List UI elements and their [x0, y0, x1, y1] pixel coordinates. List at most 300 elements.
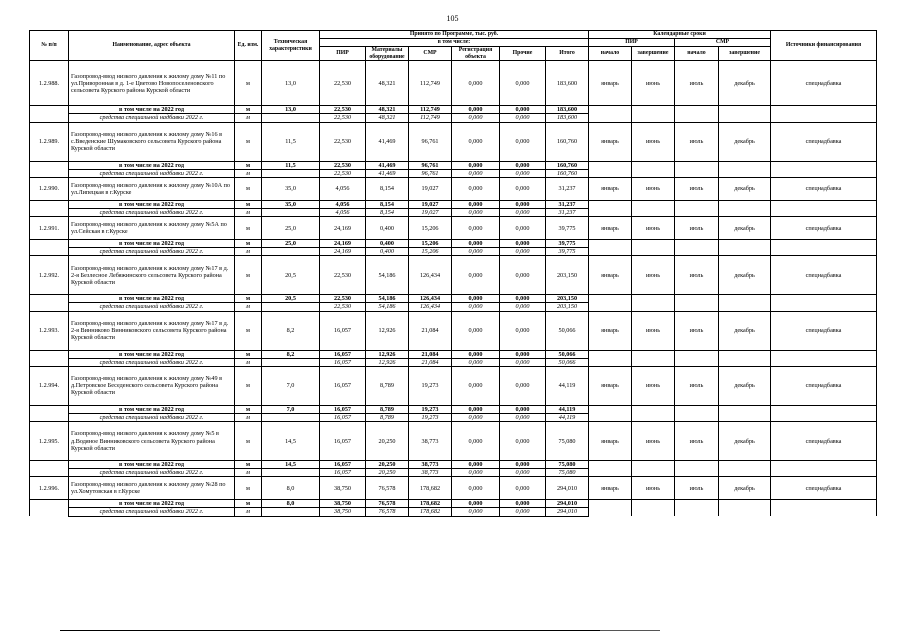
- special-surcharge-label: средства специальной надбавки 2022 г.: [69, 508, 235, 516]
- materials-value: 8,154: [366, 200, 409, 208]
- empty-cell: [632, 295, 675, 303]
- other-value: 0,000: [500, 217, 546, 240]
- table-row: [30, 366, 877, 405]
- unit: м: [235, 200, 262, 208]
- unit: м: [235, 114, 262, 122]
- unit: м: [235, 303, 262, 311]
- smr-value: 38,773: [409, 469, 452, 477]
- smr-value: 112,749: [409, 114, 452, 122]
- tech-characteristic: 20,5: [262, 295, 320, 303]
- empty-cell: [30, 469, 69, 477]
- header-sources: Источники финансирования: [771, 31, 877, 61]
- registration-value: 0,000: [452, 405, 500, 413]
- header-pir-end: завершение: [632, 47, 675, 61]
- pir-start: январь: [589, 217, 632, 240]
- year-total-row: [30, 161, 877, 169]
- tech-characteristic: [262, 208, 320, 216]
- materials-value: 76,578: [366, 508, 409, 516]
- empty-cell: [719, 208, 771, 216]
- tech-characteristic: 25,0: [262, 240, 320, 248]
- empty-cell: [675, 169, 719, 177]
- total-value: 160,760: [546, 169, 589, 177]
- empty-cell: [632, 350, 675, 358]
- tech-characteristic: 35,0: [262, 200, 320, 208]
- registration-value: 0,000: [452, 469, 500, 477]
- materials-value: 76,578: [366, 477, 409, 500]
- empty-cell: [771, 500, 877, 508]
- smr-start: июль: [675, 366, 719, 405]
- header-accepted: Принято по Программе, тыс. руб.: [320, 31, 589, 39]
- empty-cell: [771, 106, 877, 114]
- empty-cell: [771, 114, 877, 122]
- tech-characteristic: [262, 358, 320, 366]
- pir-start: январь: [589, 477, 632, 500]
- other-value: 0,000: [500, 508, 546, 516]
- pir-value: 16,057: [320, 358, 366, 366]
- empty-cell: [589, 500, 632, 508]
- smr-value: 178,682: [409, 500, 452, 508]
- unit: м: [235, 477, 262, 500]
- pir-value: 16,057: [320, 469, 366, 477]
- empty-cell: [675, 508, 719, 516]
- empty-cell: [771, 208, 877, 216]
- funding-source: спецнадбавка: [771, 422, 877, 461]
- empty-cell: [589, 413, 632, 421]
- row-number: 1.2.988.: [30, 61, 69, 106]
- smr-start: июль: [675, 477, 719, 500]
- empty-cell: [30, 114, 69, 122]
- empty-cell: [771, 413, 877, 421]
- footer-rule: [60, 630, 600, 631]
- empty-cell: [30, 500, 69, 508]
- header-including: в том числе:: [320, 39, 589, 47]
- materials-value: 0,400: [366, 240, 409, 248]
- other-value: 0,000: [500, 303, 546, 311]
- materials-value: 76,578: [366, 500, 409, 508]
- other-value: 0,000: [500, 311, 546, 350]
- total-value: 203,150: [546, 295, 589, 303]
- unit: м: [235, 469, 262, 477]
- empty-cell: [771, 350, 877, 358]
- unit: м: [235, 256, 262, 295]
- materials-value: 41,469: [366, 122, 409, 161]
- empty-cell: [632, 303, 675, 311]
- other-value: 0,000: [500, 177, 546, 200]
- unit: м: [235, 405, 262, 413]
- special-surcharge-row: [30, 248, 877, 256]
- other-value: 0,000: [500, 61, 546, 106]
- unit: м: [235, 358, 262, 366]
- empty-cell: [675, 200, 719, 208]
- table-row: [30, 256, 877, 295]
- registration-value: 0,000: [452, 248, 500, 256]
- table-row: [30, 61, 877, 106]
- unit: м: [235, 106, 262, 114]
- tech-characteristic: [262, 169, 320, 177]
- year-total-row: [30, 200, 877, 208]
- pir-value: 4,056: [320, 208, 366, 216]
- smr-end: декабрь: [719, 177, 771, 200]
- pir-start: январь: [589, 422, 632, 461]
- materials-value: 48,321: [366, 106, 409, 114]
- unit: м: [235, 311, 262, 350]
- empty-cell: [30, 303, 69, 311]
- year-total-label: в том числе на 2022 год: [69, 461, 235, 469]
- smr-start: июль: [675, 311, 719, 350]
- year-total-label: в том числе на 2022 год: [69, 161, 235, 169]
- pir-value: 22,530: [320, 114, 366, 122]
- empty-cell: [675, 405, 719, 413]
- pir-value: 22,530: [320, 303, 366, 311]
- year-total-label: в том числе на 2022 год: [69, 106, 235, 114]
- materials-value: 12,926: [366, 311, 409, 350]
- smr-value: 15,206: [409, 217, 452, 240]
- smr-value: 19,027: [409, 200, 452, 208]
- header-name: Наименование, адрес объекта: [69, 31, 235, 61]
- empty-cell: [675, 461, 719, 469]
- year-total-label: в том числе на 2022 год: [69, 350, 235, 358]
- header-registration: Регистрация объекта: [452, 47, 500, 61]
- registration-value: 0,000: [452, 303, 500, 311]
- year-total-row: [30, 461, 877, 469]
- empty-cell: [632, 508, 675, 516]
- unit: м: [235, 208, 262, 216]
- smr-value: 38,773: [409, 422, 452, 461]
- total-value: 44,119: [546, 366, 589, 405]
- empty-cell: [771, 169, 877, 177]
- pir-value: 16,057: [320, 311, 366, 350]
- year-total-label: в том числе на 2022 год: [69, 405, 235, 413]
- empty-cell: [589, 405, 632, 413]
- tech-characteristic: 11,5: [262, 161, 320, 169]
- other-value: 0,000: [500, 114, 546, 122]
- empty-cell: [589, 461, 632, 469]
- unit: м: [235, 161, 262, 169]
- smr-value: 15,206: [409, 248, 452, 256]
- header-other: Прочие: [500, 47, 546, 61]
- empty-cell: [589, 350, 632, 358]
- empty-cell: [589, 114, 632, 122]
- empty-cell: [30, 248, 69, 256]
- other-value: 0,000: [500, 405, 546, 413]
- empty-cell: [589, 208, 632, 216]
- pir-end: июнь: [632, 366, 675, 405]
- other-value: 0,000: [500, 469, 546, 477]
- funding-source: спецнадбавка: [771, 477, 877, 500]
- empty-cell: [675, 413, 719, 421]
- table-body: [30, 61, 877, 516]
- pir-start: январь: [589, 366, 632, 405]
- registration-value: 0,000: [452, 508, 500, 516]
- empty-cell: [589, 469, 632, 477]
- empty-cell: [719, 240, 771, 248]
- smr-value: 38,773: [409, 461, 452, 469]
- registration-value: 0,000: [452, 161, 500, 169]
- materials-value: 8,789: [366, 405, 409, 413]
- smr-start: июль: [675, 217, 719, 240]
- empty-cell: [589, 169, 632, 177]
- page-number: 105: [446, 14, 459, 23]
- header-smr: СМР: [409, 47, 452, 61]
- special-surcharge-row: [30, 508, 877, 516]
- smr-value: 126,434: [409, 295, 452, 303]
- other-value: 0,000: [500, 295, 546, 303]
- empty-cell: [632, 469, 675, 477]
- empty-cell: [632, 413, 675, 421]
- registration-value: 0,000: [452, 114, 500, 122]
- registration-value: 0,000: [452, 208, 500, 216]
- materials-value: 20,250: [366, 422, 409, 461]
- empty-cell: [632, 114, 675, 122]
- smr-value: 126,434: [409, 303, 452, 311]
- total-value: 44,119: [546, 413, 589, 421]
- other-value: 0,000: [500, 161, 546, 169]
- table-row: [30, 422, 877, 461]
- materials-value: 41,469: [366, 161, 409, 169]
- pir-value: 22,530: [320, 122, 366, 161]
- smr-end: декабрь: [719, 311, 771, 350]
- pir-value: 16,057: [320, 422, 366, 461]
- registration-value: 0,000: [452, 358, 500, 366]
- smr-value: 96,761: [409, 122, 452, 161]
- tech-characteristic: 20,5: [262, 256, 320, 295]
- smr-end: декабрь: [719, 217, 771, 240]
- table-row: [30, 177, 877, 200]
- materials-value: 12,926: [366, 350, 409, 358]
- pir-start: январь: [589, 311, 632, 350]
- table-row: [30, 122, 877, 161]
- other-value: 0,000: [500, 422, 546, 461]
- empty-cell: [632, 500, 675, 508]
- pir-value: 24,169: [320, 217, 366, 240]
- empty-cell: [675, 500, 719, 508]
- unit: м: [235, 500, 262, 508]
- materials-value: 48,321: [366, 61, 409, 106]
- total-value: 75,080: [546, 469, 589, 477]
- unit: м: [235, 508, 262, 516]
- year-total-row: [30, 106, 877, 114]
- pir-start: январь: [589, 177, 632, 200]
- special-surcharge-label: средства специальной надбавки 2022 г.: [69, 208, 235, 216]
- pir-end: июнь: [632, 477, 675, 500]
- empty-cell: [719, 405, 771, 413]
- materials-value: 8,154: [366, 177, 409, 200]
- tech-characteristic: [262, 248, 320, 256]
- total-value: 31,237: [546, 200, 589, 208]
- total-value: 75,080: [546, 461, 589, 469]
- special-surcharge-row: [30, 208, 877, 216]
- special-surcharge-label: средства специальной надбавки 2022 г.: [69, 248, 235, 256]
- unit: м: [235, 366, 262, 405]
- special-surcharge-row: [30, 358, 877, 366]
- table-row: [30, 477, 877, 500]
- empty-cell: [771, 461, 877, 469]
- other-value: 0,000: [500, 500, 546, 508]
- empty-cell: [719, 114, 771, 122]
- row-number: 1.2.994.: [30, 366, 69, 405]
- pir-end: июнь: [632, 256, 675, 295]
- pir-value: 38,750: [320, 508, 366, 516]
- empty-cell: [632, 169, 675, 177]
- smr-value: 126,434: [409, 256, 452, 295]
- materials-value: 48,321: [366, 114, 409, 122]
- total-value: 39,775: [546, 217, 589, 240]
- pir-value: 38,750: [320, 477, 366, 500]
- empty-cell: [632, 405, 675, 413]
- funding-source: спецнадбавка: [771, 61, 877, 106]
- special-surcharge-row: [30, 169, 877, 177]
- header-cal-pir: ПИР: [589, 39, 675, 47]
- pir-end: июнь: [632, 122, 675, 161]
- other-value: 0,000: [500, 248, 546, 256]
- empty-cell: [675, 161, 719, 169]
- materials-value: 8,789: [366, 413, 409, 421]
- smr-end: декабрь: [719, 122, 771, 161]
- row-number: 1.2.996.: [30, 477, 69, 500]
- pir-end: июнь: [632, 217, 675, 240]
- empty-cell: [771, 358, 877, 366]
- funding-source: спецнадбавка: [771, 256, 877, 295]
- other-value: 0,000: [500, 358, 546, 366]
- empty-cell: [771, 248, 877, 256]
- empty-cell: [675, 350, 719, 358]
- empty-cell: [719, 248, 771, 256]
- smr-end: декабрь: [719, 256, 771, 295]
- registration-value: 0,000: [452, 311, 500, 350]
- smr-start: июль: [675, 422, 719, 461]
- materials-value: 41,469: [366, 169, 409, 177]
- tech-characteristic: 14,5: [262, 422, 320, 461]
- registration-value: 0,000: [452, 477, 500, 500]
- special-surcharge-row: [30, 303, 877, 311]
- smr-value: 21,084: [409, 311, 452, 350]
- empty-cell: [719, 469, 771, 477]
- smr-value: 112,749: [409, 106, 452, 114]
- empty-cell: [589, 106, 632, 114]
- empty-cell: [771, 161, 877, 169]
- empty-cell: [771, 469, 877, 477]
- pir-value: 22,530: [320, 106, 366, 114]
- registration-value: 0,000: [452, 217, 500, 240]
- other-value: 0,000: [500, 366, 546, 405]
- registration-value: 0,000: [452, 240, 500, 248]
- tech-characteristic: 8,2: [262, 350, 320, 358]
- pir-value: 22,530: [320, 161, 366, 169]
- header-smr-end: завершение: [719, 47, 771, 61]
- smr-value: 19,027: [409, 208, 452, 216]
- empty-cell: [30, 413, 69, 421]
- registration-value: 0,000: [452, 61, 500, 106]
- pir-end: июнь: [632, 61, 675, 106]
- empty-cell: [675, 295, 719, 303]
- empty-cell: [30, 295, 69, 303]
- pir-value: 24,169: [320, 240, 366, 248]
- tech-characteristic: 8,2: [262, 311, 320, 350]
- program-table: [29, 30, 877, 517]
- tech-characteristic: [262, 114, 320, 122]
- other-value: 0,000: [500, 200, 546, 208]
- empty-cell: [589, 295, 632, 303]
- object-name: Газопровод-ввод низкого давления к жилому дому №28 по ул.Хомутовская в г.Курске: [69, 477, 235, 500]
- total-value: 50,066: [546, 358, 589, 366]
- year-total-row: [30, 405, 877, 413]
- smr-value: 21,084: [409, 350, 452, 358]
- tech-characteristic: 8,0: [262, 477, 320, 500]
- empty-cell: [589, 161, 632, 169]
- year-total-label: в том числе на 2022 год: [69, 200, 235, 208]
- other-value: 0,000: [500, 240, 546, 248]
- empty-cell: [632, 200, 675, 208]
- object-name: Газопровод-ввод низкого давления к жилому дому №10А по ул.Липецкая в г.Курске: [69, 177, 235, 200]
- unit: м: [235, 177, 262, 200]
- unit: м: [235, 413, 262, 421]
- empty-cell: [719, 106, 771, 114]
- empty-cell: [30, 358, 69, 366]
- unit: м: [235, 350, 262, 358]
- unit: м: [235, 461, 262, 469]
- total-value: 203,150: [546, 256, 589, 295]
- header-tech: Техническая характеристики: [262, 31, 320, 61]
- materials-value: 54,186: [366, 295, 409, 303]
- special-surcharge-label: средства специальной надбавки 2022 г.: [69, 169, 235, 177]
- unit: м: [235, 240, 262, 248]
- total-value: 75,080: [546, 422, 589, 461]
- smr-end: декабрь: [719, 422, 771, 461]
- unit: м: [235, 217, 262, 240]
- unit: м: [235, 422, 262, 461]
- tech-characteristic: 35,0: [262, 177, 320, 200]
- empty-cell: [632, 106, 675, 114]
- empty-cell: [632, 461, 675, 469]
- empty-cell: [30, 200, 69, 208]
- funding-source: спецнадбавка: [771, 177, 877, 200]
- year-total-label: в том числе на 2022 год: [69, 295, 235, 303]
- total-value: 44,119: [546, 405, 589, 413]
- other-value: 0,000: [500, 208, 546, 216]
- empty-cell: [719, 413, 771, 421]
- materials-value: 12,926: [366, 358, 409, 366]
- year-total-row: [30, 350, 877, 358]
- tech-characteristic: [262, 469, 320, 477]
- registration-value: 0,000: [452, 200, 500, 208]
- empty-cell: [30, 161, 69, 169]
- empty-cell: [30, 350, 69, 358]
- header-cal-smr: СМР: [675, 39, 771, 47]
- tech-characteristic: 7,0: [262, 405, 320, 413]
- smr-start: июль: [675, 256, 719, 295]
- tech-characteristic: 8,0: [262, 500, 320, 508]
- total-value: 294,010: [546, 500, 589, 508]
- pir-value: 16,057: [320, 366, 366, 405]
- tech-characteristic: 25,0: [262, 217, 320, 240]
- empty-cell: [719, 508, 771, 516]
- special-surcharge-row: [30, 413, 877, 421]
- pir-end: июнь: [632, 177, 675, 200]
- materials-value: 20,250: [366, 461, 409, 469]
- other-value: 0,000: [500, 477, 546, 500]
- unit: м: [235, 122, 262, 161]
- registration-value: 0,000: [452, 413, 500, 421]
- empty-cell: [675, 240, 719, 248]
- special-surcharge-label: средства специальной надбавки 2022 г.: [69, 114, 235, 122]
- smr-value: 178,682: [409, 477, 452, 500]
- pir-start: январь: [589, 122, 632, 161]
- tech-characteristic: [262, 508, 320, 516]
- smr-value: 96,761: [409, 169, 452, 177]
- empty-cell: [30, 240, 69, 248]
- row-number: 1.2.990.: [30, 177, 69, 200]
- registration-value: 0,000: [452, 422, 500, 461]
